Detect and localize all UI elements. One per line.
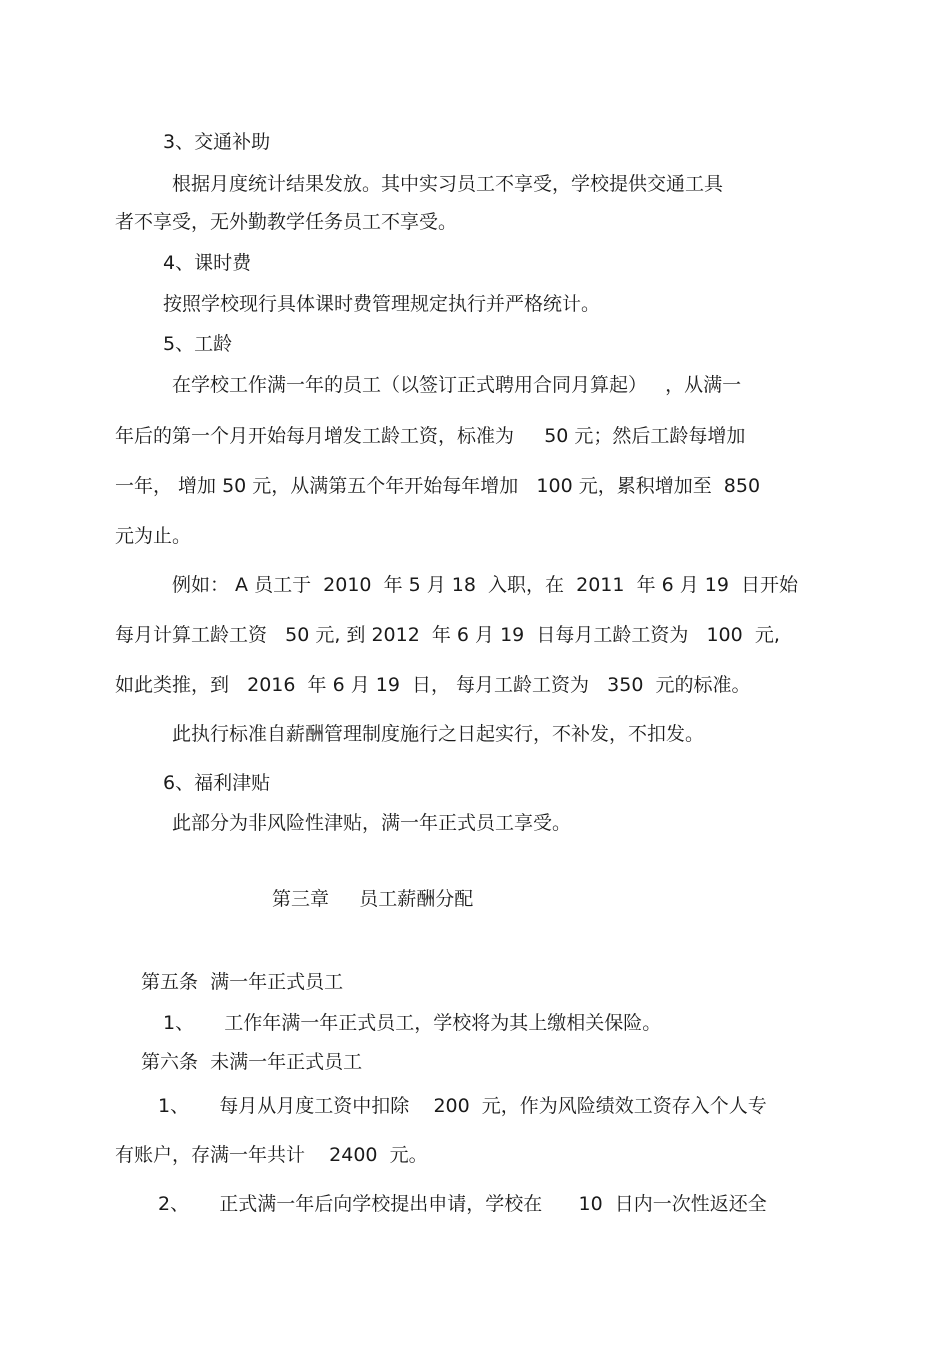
chapter-title: 第三章 员工薪酬分配 [272,888,474,910]
paragraph-line: 1、 工作年满一年正式员工，学校将为其上缴相关保险。 [163,1012,662,1034]
paragraph-line: 在学校工作满一年的员工（以签订正式聘用合同月算起） ，从满一 [172,374,742,396]
paragraph-line: 按照学校现行具体课时费管理规定执行并严格统计。 [163,293,601,315]
paragraph-line: 元为止。 [115,525,192,547]
article-heading-6: 第六条 未满一年正式员工 [141,1051,363,1073]
paragraph-line: 根据月度统计结果发放。其中实习员工不享受，学校提供交通工具 [172,173,724,195]
paragraph-line: 每月计算工龄工资 50 元, 到 2012 年 6 月 19 日每月工龄工资为 100 元, [115,624,780,646]
section-heading-welfare-allowance: 6、福利津贴 [163,772,271,794]
paragraph-line: 有账户，存满一年共计 2400 元。 [115,1144,428,1166]
paragraph-line: 者不享受，无外勤教学任务员工不享受。 [115,211,458,233]
paragraph-line: 此部分为非风险性津贴，满一年正式员工享受。 [172,812,572,834]
paragraph-line: 一年， 增加 50 元，从满第五个年开始每年增加 100 元，累积增加至 850 [115,475,761,497]
paragraph-line: 如此类推，到 2016 年 6 月 19 日， 每月工龄工资为 350 元的标准。 [115,674,751,696]
paragraph-line: 例如： A 员工于 2010 年 5 月 18 入职，在 2011 年 6 月 19 日开始 [172,574,799,596]
section-heading-seniority: 5、工龄 [163,333,233,355]
paragraph-line: 1、 每月从月度工资中扣除 200 元，作为风险绩效工资存入个人专 [158,1095,767,1117]
paragraph-line: 年后的第一个月开始每月增发工龄工资，标准为 50 元；然后工龄每增加 [115,425,746,447]
section-heading-class-fee: 4、课时费 [163,252,252,274]
section-heading-transport-allowance: 3、交通补助 [163,131,271,153]
paragraph-line: 2、 正式满一年后向学校提出申请，学校在 10 日内一次性返还全 [158,1193,767,1215]
paragraph-line: 此执行标准自薪酬管理制度施行之日起实行，不补发，不扣发。 [172,723,705,745]
article-heading-5: 第五条 满一年正式员工 [141,971,344,993]
